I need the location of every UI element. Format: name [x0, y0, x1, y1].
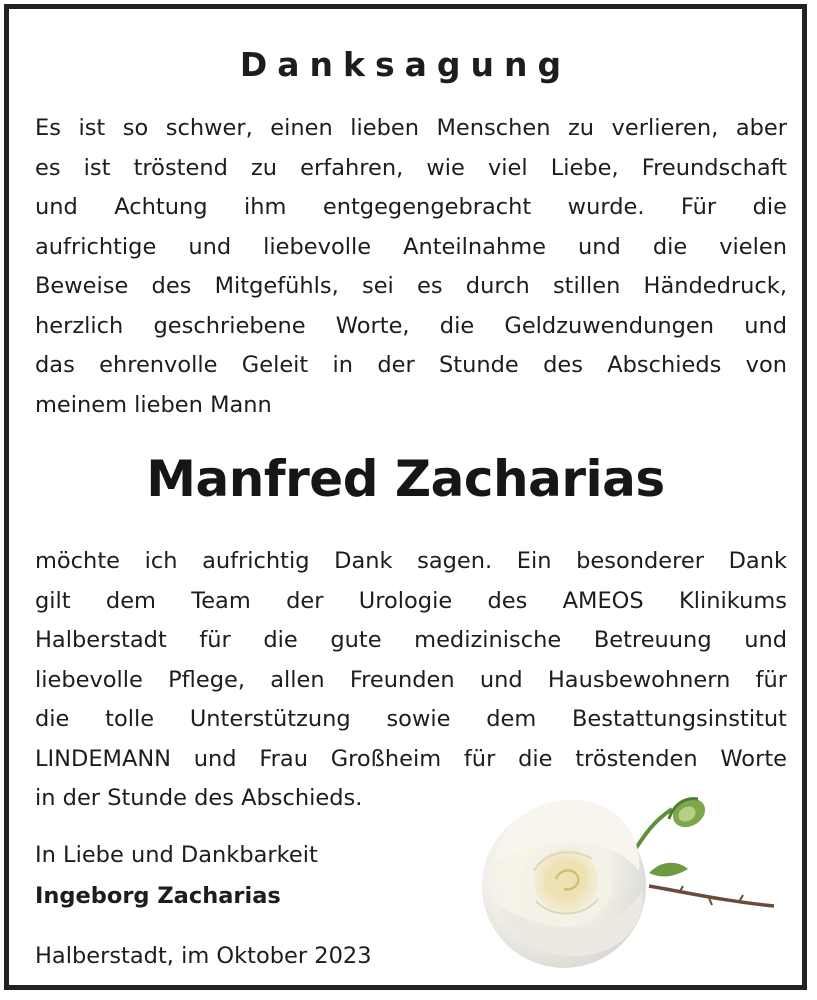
text-line: aufrichtige und liebevolle Anteilnahme und die vielen [35, 233, 787, 260]
text-line: meinem lieben Mann [35, 391, 272, 418]
place-date: Halberstadt, im Oktober 2023 [35, 943, 372, 969]
text-line: Es ist so schwer, einen lieben Menschen zu verlieren, aber [35, 115, 787, 141]
white-rose-icon [474, 781, 784, 976]
text-line: gilt dem Team der Urologie des AMEOS Klinikums [35, 587, 787, 614]
deceased-name: Manfred Zacharias [146, 450, 665, 508]
text-line: Beweise des Mitgefühls, sei es durch stillen Händedruck, [35, 273, 787, 299]
text-line: liebevolle Pflege, allen Freunden und Hausbewohnern für [35, 666, 787, 693]
text-line: Halberstadt für die gute medizinische Betreuung und [35, 627, 787, 653]
closing-text: In Liebe und Dankbarkeit [35, 842, 318, 868]
text-line: LINDEMANN und Frau Großheim für die tröstenden Worte [35, 745, 787, 772]
text-line: herzlich geschriebene Worte, die Geldzuwendungen und [35, 312, 787, 339]
text-line: die tolle Unterstützung sowie dem Bestattungsinstitut [35, 706, 787, 732]
text-line: und Achtung ihm entgegengebracht wurde. Für die [35, 194, 787, 220]
notice-frame [4, 4, 807, 990]
intro-paragraph [35, 109, 787, 425]
text-line: in der Stunde des Abschieds. [35, 785, 363, 811]
notice-heading: Danksagung [239, 45, 572, 84]
signatory-name: Ingeborg Zacharias [35, 883, 281, 909]
text-line: möchte ich aufrichtig Dank sagen. Ein besonderer Dank [35, 548, 787, 574]
text-line: es ist tröstend zu erfahren, wie viel Liebe, Freundschaft [35, 154, 787, 181]
text-line: das ehrenvolle Geleit in der Stunde des Abschieds von [35, 352, 787, 378]
thanks-paragraph [35, 542, 787, 819]
